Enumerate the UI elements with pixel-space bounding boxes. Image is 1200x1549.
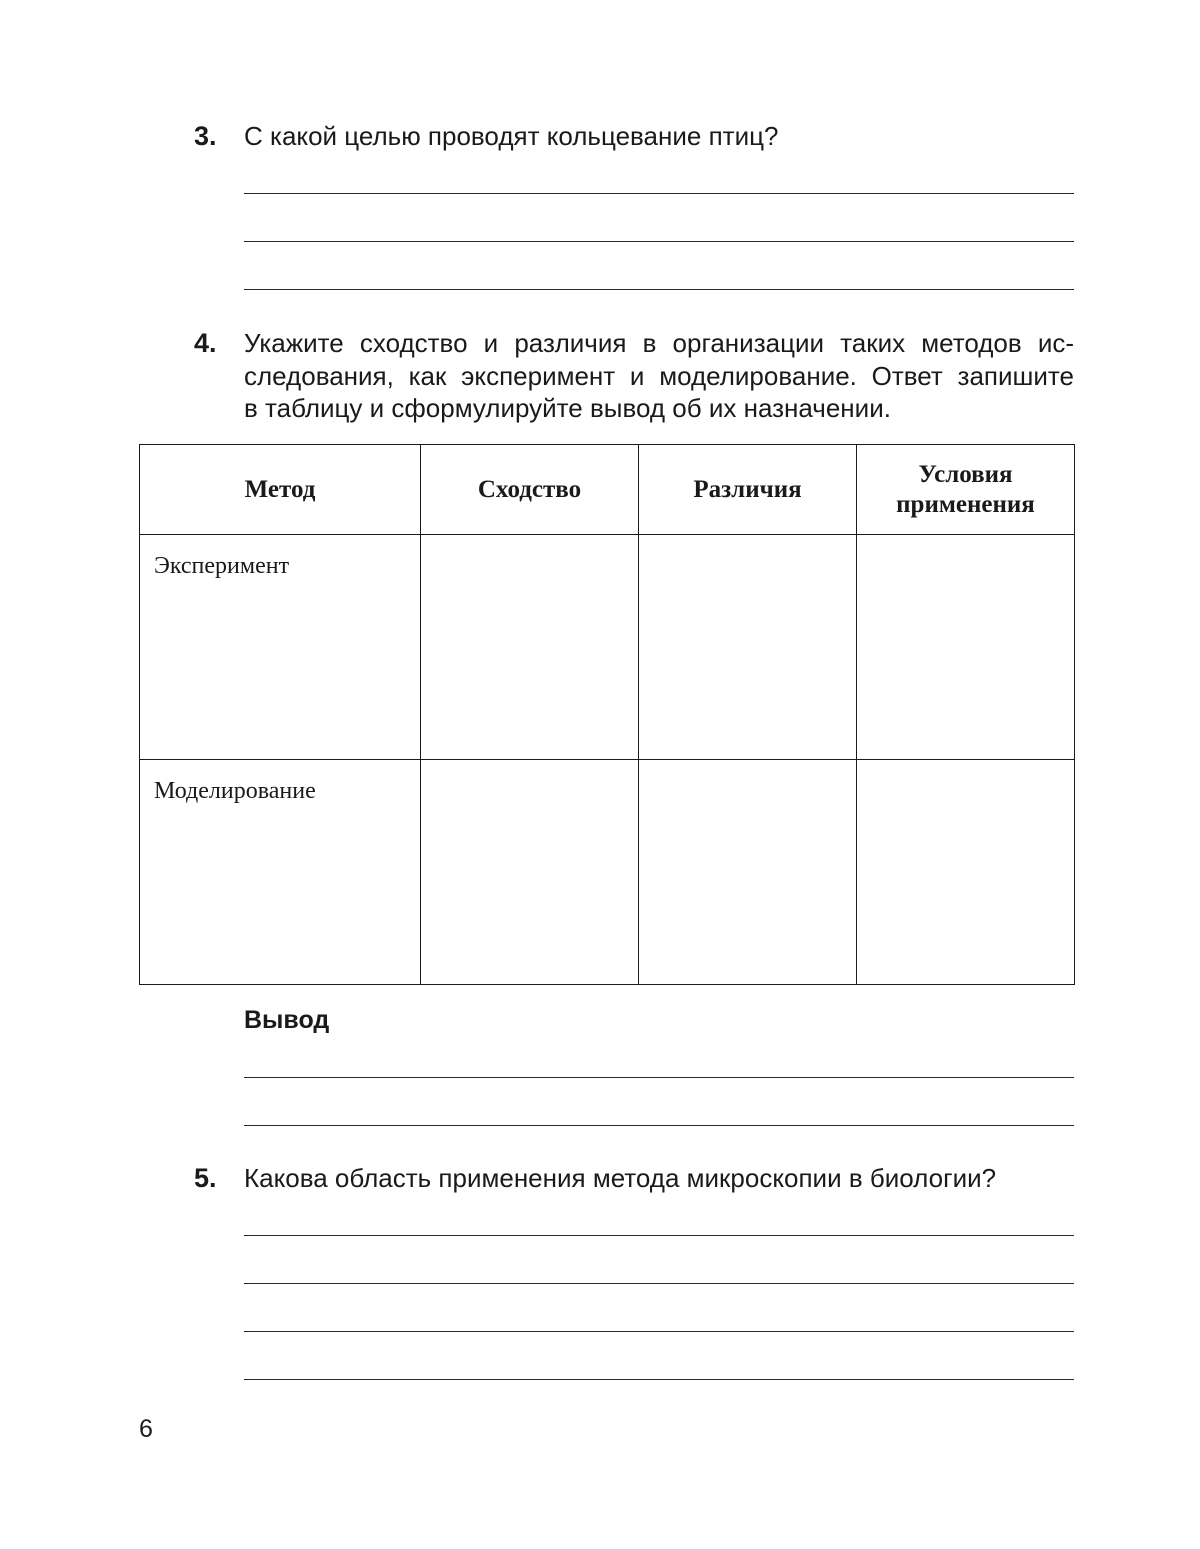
conclusion-label: Вывод (244, 1006, 330, 1034)
header-conditions-label: Условия применения (896, 460, 1035, 518)
answer-line[interactable] (244, 1379, 1074, 1380)
question-5-number: 5. (194, 1163, 217, 1193)
table-header-row (140, 445, 1075, 535)
answer-line[interactable] (244, 241, 1074, 242)
row-label-modeling: Моделирование (154, 778, 316, 804)
table-row (140, 535, 1075, 760)
row-label-cell (140, 535, 421, 760)
question-3-text: С какой целью проводят кольцевание птиц? (244, 121, 779, 151)
answer-line[interactable] (244, 1077, 1074, 1078)
question-4-number: 4. (194, 328, 217, 358)
table-row (140, 760, 1075, 985)
header-method: Метод (140, 445, 421, 535)
answer-line[interactable] (244, 193, 1074, 194)
question-4-text (244, 327, 1074, 425)
header-differences: Различия (639, 445, 857, 535)
header-similarity: Сходство (421, 445, 639, 535)
answer-line[interactable] (244, 1283, 1074, 1284)
header-conditions (857, 445, 1075, 535)
answer-line[interactable] (244, 289, 1074, 290)
answer-cell[interactable] (857, 760, 1075, 985)
question-4-line: в таблицу и сформулируйте вывод об их назначении. (244, 393, 891, 423)
answer-cell[interactable] (421, 760, 639, 985)
answer-cell[interactable] (639, 760, 857, 985)
answer-cell[interactable] (421, 535, 639, 760)
question-4-line: следования, как эксперимент и моделирование. Ответ запишите (244, 360, 1074, 391)
row-label-cell (140, 760, 421, 985)
answer-line[interactable] (244, 1331, 1074, 1332)
methods-table (139, 444, 1075, 985)
question-4-line: Укажите сходство и различия в организации таких методов ис- (244, 328, 1074, 358)
page-number: 6 (139, 1415, 153, 1443)
answer-line[interactable] (244, 1125, 1074, 1126)
question-3-number: 3. (194, 121, 217, 151)
question-5-text: Какова область применения метода микроскопии в биологии? (244, 1163, 997, 1193)
answer-cell[interactable] (857, 535, 1075, 760)
answer-line[interactable] (244, 1235, 1074, 1236)
answer-cell[interactable] (639, 535, 857, 760)
row-label-experiment: Эксперимент (154, 553, 290, 579)
